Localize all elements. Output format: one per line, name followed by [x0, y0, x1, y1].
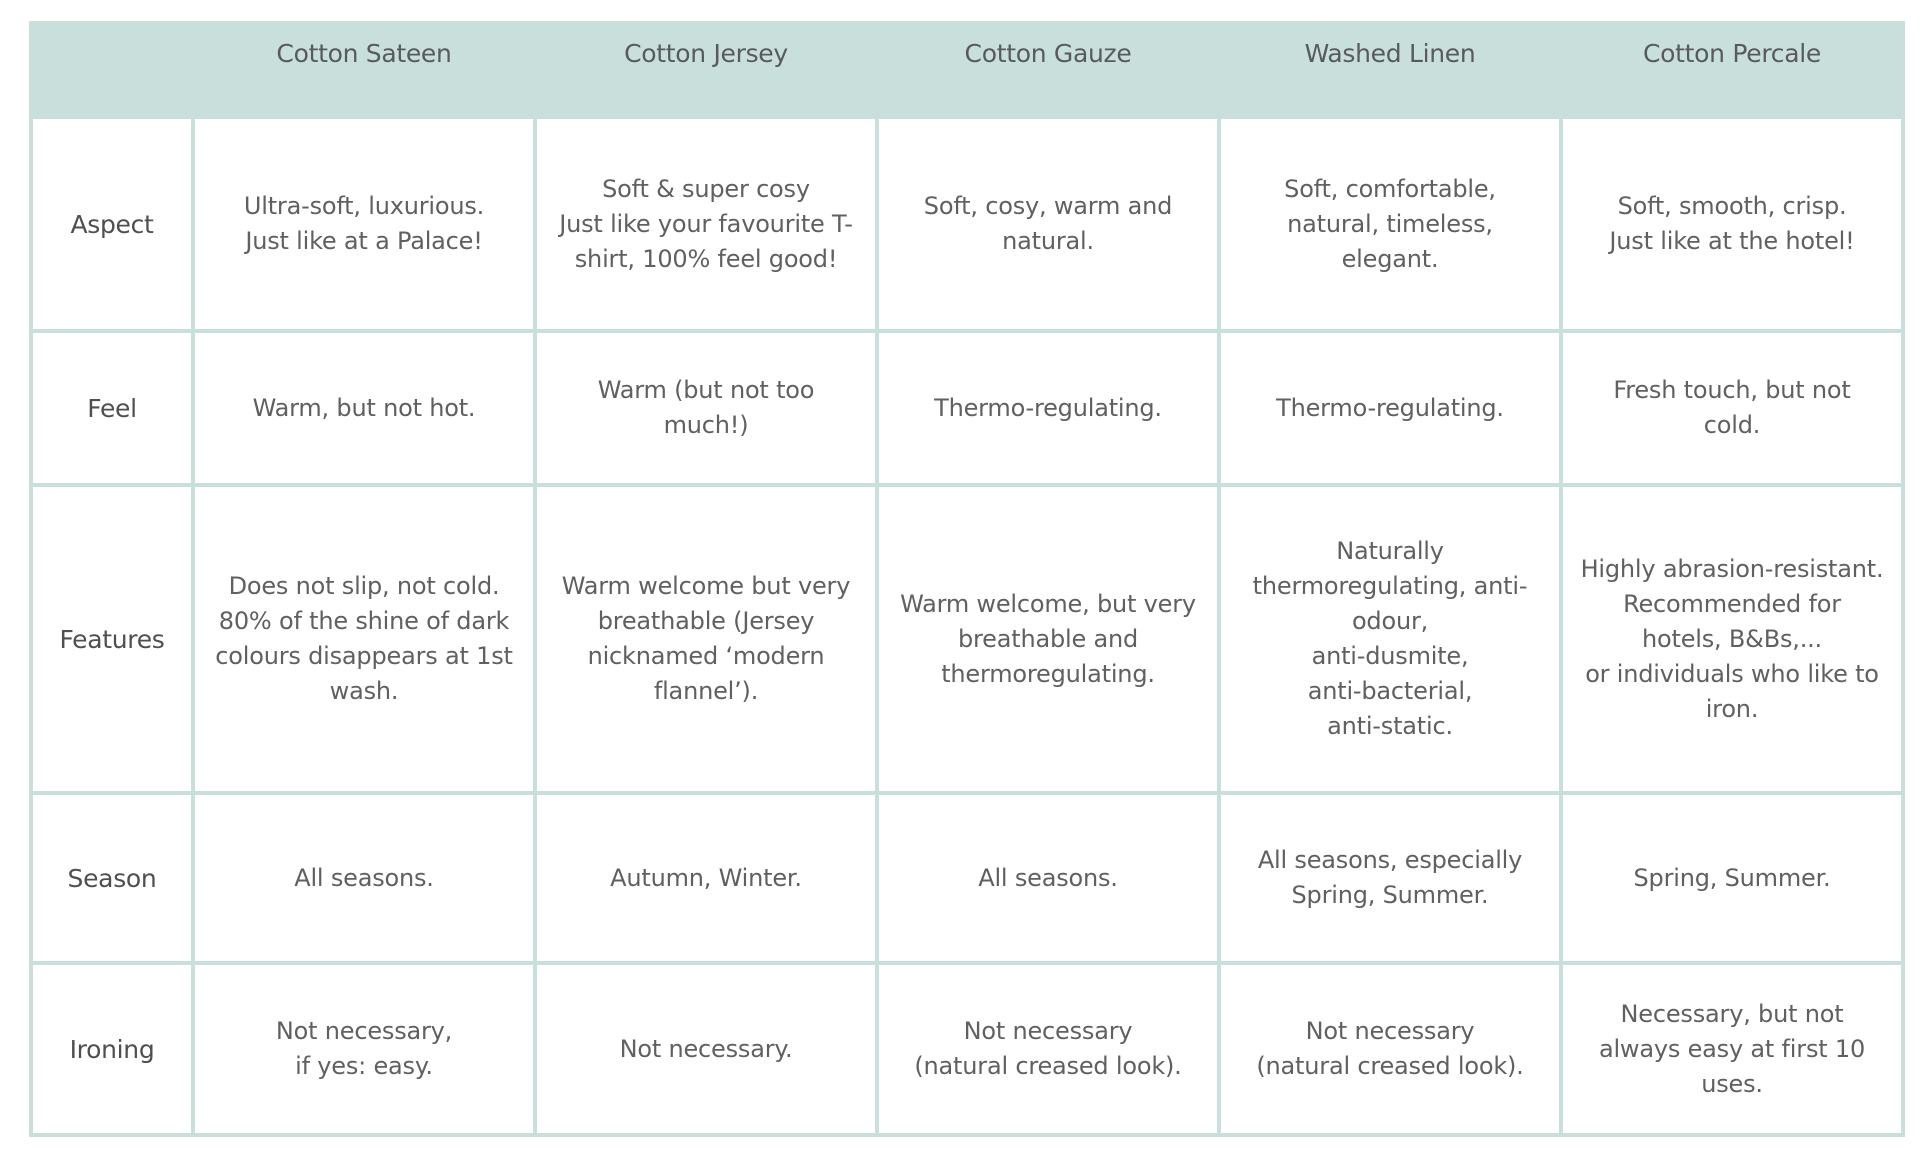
cell-text-line: Soft, smooth, crisp.: [1617, 192, 1847, 220]
cell-text-line: Soft & super cosy: [602, 174, 810, 203]
cell-text-line: (natural creased look).: [914, 1052, 1182, 1080]
cell-washed-linen: [1219, 331, 1561, 485]
cell-text-line: odour,: [1351, 607, 1429, 635]
cell-cotton-gauze: [877, 793, 1219, 963]
row-label: Ironing: [31, 963, 193, 1135]
cell-text-line: All seasons.: [978, 863, 1118, 892]
column-header-cotton-sateen: Cotton Sateen: [193, 23, 535, 117]
cell-cotton-sateen: [193, 331, 535, 485]
cell-cotton-jersey: [535, 331, 877, 485]
cell-cotton-sateen: [193, 963, 535, 1135]
cell-text-line: much!): [663, 411, 749, 439]
cell-text-line: always easy at first 10: [1598, 1034, 1866, 1063]
cell-text-line: if yes: easy.: [295, 1052, 433, 1080]
cell-text-line: (natural creased look).: [1256, 1052, 1524, 1080]
cell-washed-linen: [1219, 793, 1561, 963]
cell-text-line: Warm, but not hot.: [252, 393, 476, 422]
cell-text-line: Soft, comfortable,: [1284, 174, 1496, 203]
column-header-washed-linen: Washed Linen: [1219, 23, 1561, 117]
cell-cotton-jersey: [535, 793, 877, 963]
cell-text-line: 80% of the shine of dark: [218, 607, 510, 635]
cell-text-line: Highly abrasion-resistant.: [1580, 554, 1884, 583]
cell-cotton-jersey: [535, 963, 877, 1135]
cell-cotton-sateen: [193, 117, 535, 331]
cell-text-line: breathable and: [957, 624, 1139, 653]
fabric-comparison-table: [29, 21, 1905, 1137]
header-corner: [31, 23, 193, 117]
cell-text-line: Warm welcome, but very: [900, 589, 1196, 618]
row-label: Feel: [31, 331, 193, 485]
cell-text-line: natural, timeless,: [1287, 209, 1493, 238]
cell-text-line: Fresh touch, but not: [1613, 376, 1851, 404]
cell-cotton-percale: [1561, 485, 1903, 793]
cell-text-line: anti-bacterial,: [1307, 677, 1473, 705]
cell-text-line: uses.: [1701, 1069, 1763, 1098]
header-row: [31, 23, 1903, 117]
cell-cotton-gauze: [877, 963, 1219, 1135]
cell-text-line: Ultra-soft, luxurious.: [243, 192, 485, 220]
cell-text-line: Just like at a Palace!: [245, 227, 483, 255]
column-header-cotton-percale: Cotton Percale: [1561, 23, 1903, 117]
cell-text-line: Thermo-regulating.: [934, 393, 1162, 422]
table-row: [31, 485, 1903, 793]
cell-text-line: Not necessary: [963, 1017, 1133, 1045]
cell-cotton-jersey: [535, 117, 877, 331]
cell-cotton-gauze: [877, 331, 1219, 485]
cell-text-line: Necessary, but not: [1620, 999, 1844, 1028]
cell-text-line: Spring, Summer.: [1291, 881, 1489, 909]
row-label: Features: [31, 485, 193, 793]
table-row: [31, 963, 1903, 1135]
cell-text-line: shirt, 100% feel good!: [574, 244, 838, 273]
cell-text-line: Not necessary: [1305, 1017, 1475, 1045]
cell-cotton-gauze: [877, 485, 1219, 793]
cell-cotton-percale: [1561, 963, 1903, 1135]
cell-text-line: Not necessary,: [275, 1017, 453, 1045]
cell-text-line: iron.: [1705, 694, 1759, 723]
cell-text-line: flannel’).: [653, 677, 759, 705]
cell-text-line: breathable (Jersey: [597, 607, 815, 635]
cell-cotton-sateen: [193, 793, 535, 963]
cell-text-line: Not necessary.: [619, 1034, 793, 1063]
cell-washed-linen: [1219, 963, 1561, 1135]
cell-cotton-jersey: [535, 485, 877, 793]
cell-text-line: Warm welcome but very: [561, 572, 851, 600]
cell-text-line: Just like your favourite T-: [559, 209, 853, 238]
cell-text-line: Warm (but not too: [597, 376, 815, 404]
cell-text-line: hotels, B&Bs,...: [1642, 624, 1822, 653]
row-label: Season: [31, 793, 193, 963]
cell-cotton-gauze: [877, 117, 1219, 331]
cell-text-line: wash.: [329, 677, 399, 705]
cell-text-line: Does not slip, not cold.: [228, 572, 500, 600]
cell-text-line: thermoregulating.: [941, 659, 1155, 688]
table-row: [31, 117, 1903, 331]
cell-text-line: anti-static.: [1327, 712, 1453, 740]
cell-washed-linen: [1219, 117, 1561, 331]
row-label: Aspect: [31, 117, 193, 331]
table-body: [31, 117, 1903, 1135]
cell-text-line: All seasons.: [294, 863, 434, 892]
cell-text-line: Thermo-regulating.: [1276, 393, 1504, 422]
table-row: [31, 331, 1903, 485]
cell-cotton-percale: [1561, 793, 1903, 963]
cell-text-line: cold.: [1703, 411, 1761, 439]
cell-text-line: colours disappears at 1st: [215, 642, 513, 670]
column-header-cotton-jersey: Cotton Jersey: [535, 23, 877, 117]
cell-text-line: anti-dusmite,: [1311, 642, 1469, 670]
cell-text-line: or individuals who like to: [1585, 659, 1879, 688]
cell-text-line: thermoregulating, anti-: [1252, 572, 1528, 600]
cell-text-line: natural.: [1002, 227, 1094, 255]
cell-text-line: Soft, cosy, warm and: [923, 192, 1173, 220]
cell-text-line: All seasons, especially: [1257, 846, 1523, 874]
table-row: [31, 793, 1903, 963]
cell-text-line: Autumn, Winter.: [610, 863, 802, 892]
comparison-table-container: [29, 21, 1902, 1133]
column-header-cotton-gauze: Cotton Gauze: [877, 23, 1219, 117]
cell-washed-linen: [1219, 485, 1561, 793]
cell-text-line: Recommended for: [1623, 589, 1841, 618]
cell-text-line: Spring, Summer.: [1633, 863, 1831, 892]
cell-text-line: nicknamed ‘modern: [587, 642, 825, 670]
cell-text-line: elegant.: [1341, 244, 1439, 273]
cell-cotton-percale: [1561, 117, 1903, 331]
cell-cotton-percale: [1561, 331, 1903, 485]
cell-text-line: Naturally: [1336, 537, 1444, 565]
cell-text-line: Just like at the hotel!: [1609, 227, 1855, 255]
cell-cotton-sateen: [193, 485, 535, 793]
